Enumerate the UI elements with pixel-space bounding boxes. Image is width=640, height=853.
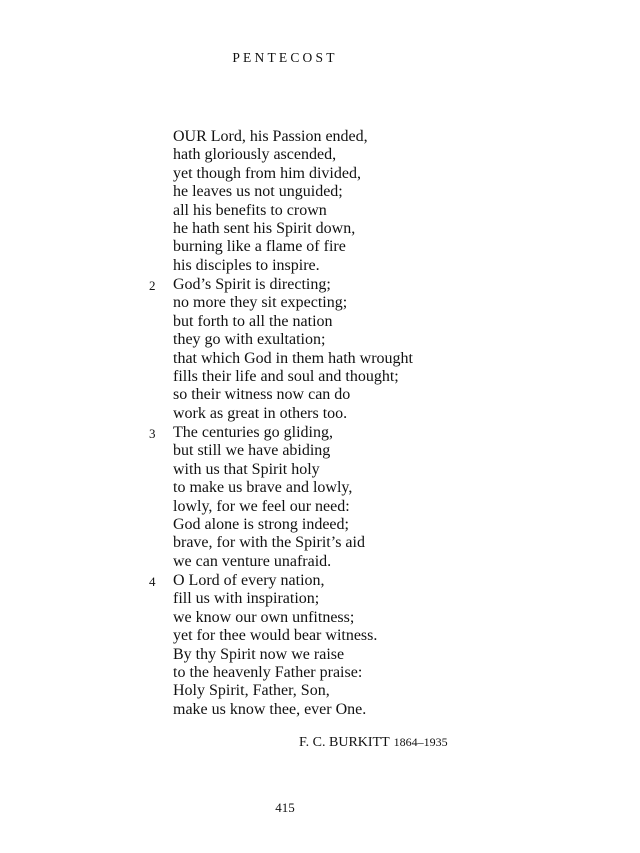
verse-line: burning like a flame of fire bbox=[173, 238, 346, 256]
verse-2 bbox=[149, 276, 413, 423]
verse-number: 3 bbox=[149, 426, 156, 441]
verse-line: with us that Spirit holy bbox=[173, 460, 320, 478]
verse-number: 2 bbox=[149, 278, 156, 293]
verse-3 bbox=[149, 424, 365, 571]
verse-line: no more they sit expecting; bbox=[173, 294, 348, 312]
verse-line: yet for thee would bear witness. bbox=[173, 627, 378, 645]
verse-line: God alone is strong indeed; bbox=[173, 516, 349, 534]
verse-number: 4 bbox=[149, 574, 156, 589]
verse-line: yet though from him divided, bbox=[173, 164, 361, 182]
verse-line: lowly, for we feel our need: bbox=[173, 497, 350, 515]
verse-line: his disciples to inspire. bbox=[173, 256, 320, 274]
verse-line: to make us brave and lowly, bbox=[173, 479, 353, 497]
verse-line: make us know thee, ever One. bbox=[173, 700, 367, 718]
verse-line: hath gloriously ascended, bbox=[173, 146, 337, 164]
verse-line: Holy Spirit, Father, Son, bbox=[173, 682, 330, 700]
verse-line: he leaves us not unguided; bbox=[173, 183, 343, 201]
page-number: 415 bbox=[275, 800, 295, 815]
verse-line: they go with exultation; bbox=[173, 331, 326, 349]
verse-line: but still we have abiding bbox=[173, 442, 331, 460]
verse-line: O Lord of every nation, bbox=[173, 572, 325, 589]
verse-line: brave, for with the Spirit’s aid bbox=[173, 534, 365, 552]
attribution bbox=[299, 735, 448, 751]
verse-line: he hath sent his Spirit down, bbox=[173, 220, 356, 238]
verse-line: but forth to all the nation bbox=[173, 312, 333, 330]
verse-line: The centuries go gliding, bbox=[173, 424, 333, 441]
author-name: F. C. BURKITT bbox=[299, 735, 390, 750]
page-header-title: PENTECOST bbox=[232, 50, 338, 65]
verse-line: fill us with inspiration; bbox=[173, 590, 320, 608]
verse-line: that which God in them hath wrought bbox=[173, 349, 413, 367]
verse-line: all his benefits to crown bbox=[173, 201, 327, 219]
author-years: 1864–1935 bbox=[393, 735, 448, 749]
verse-1 bbox=[173, 128, 368, 275]
verse-line: we know our own unfitness; bbox=[173, 608, 355, 626]
verse-line: to the heavenly Father praise: bbox=[173, 664, 363, 682]
verse-line: fills their life and soul and thought; bbox=[173, 368, 399, 386]
verse-line: God’s Spirit is directing; bbox=[173, 276, 331, 293]
verse-4 bbox=[149, 572, 378, 719]
verse-line: By thy Spirit now we raise bbox=[173, 645, 345, 663]
verse-line: we can venture unafraid. bbox=[173, 552, 332, 570]
verse-line: work as great in others too. bbox=[173, 404, 348, 422]
verse-line: so their witness now can do bbox=[173, 386, 351, 404]
verse-line: OUR Lord, his Passion ended, bbox=[173, 128, 368, 145]
